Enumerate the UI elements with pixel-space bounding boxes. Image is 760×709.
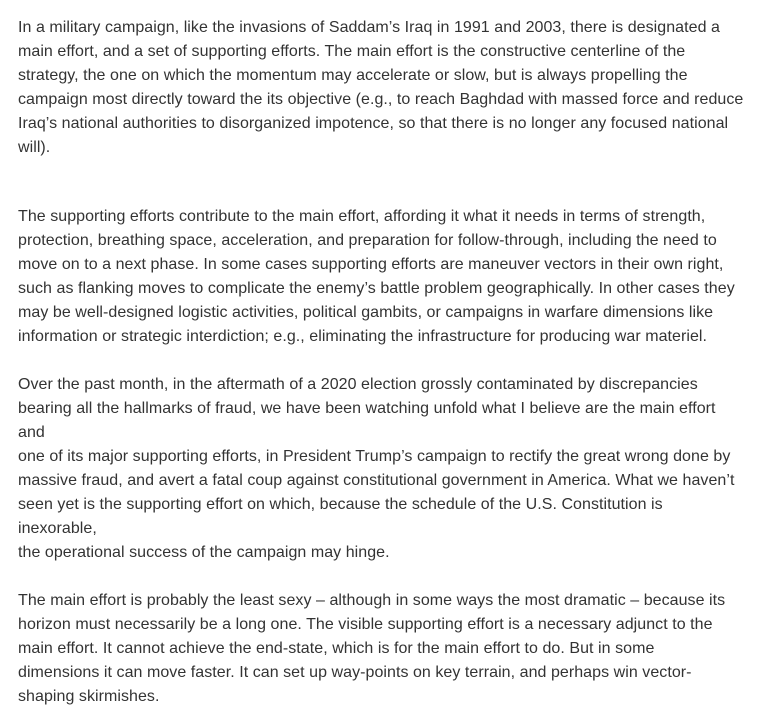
paragraph-main-effort: In a military campaign, like the invasions of Saddam’s Iraq in 1991 and 2003, there is designated a main effort, and a set of supporting efforts. The main effort is the constructive centerline of the strategy, the one on which the momentum may accelerate or slow, but is always propelling the campaign most directly toward the its objective (e.g., to reach Baghdad with massed force and reduce Iraq’s national authorities to disorganized impotence, so that there is no longer any focused national will). bbox=[18, 19, 744, 156]
paragraph-election-context: Over the past month, in the aftermath of a 2020 election grossly contaminated by discrepancies bearing all the hallmarks of fraud, we have been watching unfold what I believe are the main effort and one of its major supporting efforts, in President Trump’s campaign to rectify the great wrong done by massive fraud, and avert a fatal coup against constitutional government in America. What we haven’t seen yet is the supporting effort on which, because the schedule of the U.S. Constitution is inexorable, the operational success of the campaign may hinge. bbox=[18, 376, 735, 561]
paragraph-least-sexy: The main effort is probably the least sexy – although in some ways the most dramatic – because its horizon must necessarily be a long one. The visible supporting effort is a necessary adjunct to the main effort. It cannot achieve the end-state, which is for the main effort to do. But in some dimensions it can move faster. It can set up way-points on key terrain, and perhaps win vector- shaping skirmishes. bbox=[18, 592, 726, 705]
paragraph-supporting-efforts: The supporting efforts contribute to the main effort, affording it what it needs in terms of strength, protection, breathing space, acceleration, and preparation for follow-through, including the need to move on to a next phase. In some cases supporting efforts are maneuver vectors in their own right, such as flanking moves to complicate the enemy’s battle problem geographically. In other cases they may be well-designed logistic activities, political gambits, or campaigns in warfare dimensions like information or strategic interdiction; e.g., eliminating the infrastructure for producing war materiel. bbox=[18, 208, 735, 345]
